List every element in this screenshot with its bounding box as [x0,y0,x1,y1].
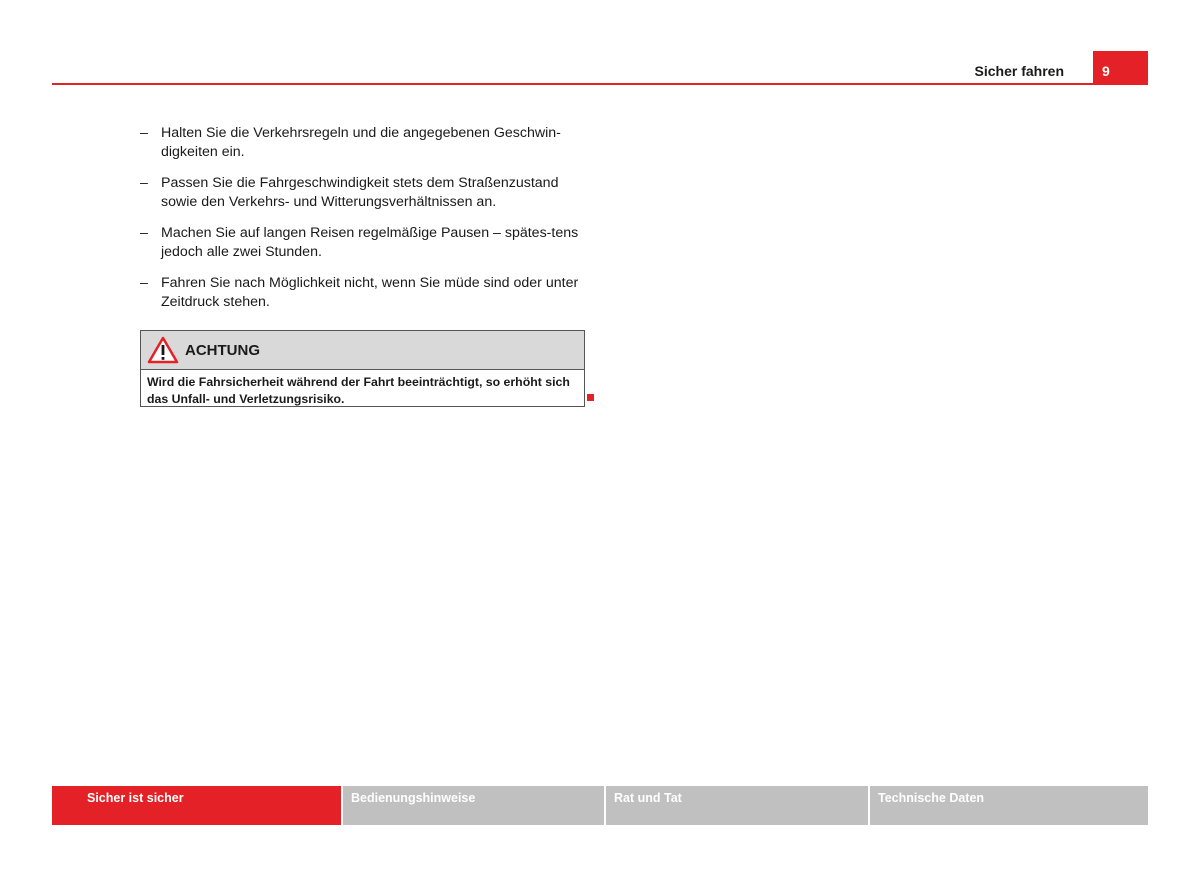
footer-navigation [52,786,1148,825]
bullet-dash: – [140,125,148,141]
nav-tab-rat-und-tat[interactable]: Rat und Tat [606,786,868,825]
list-item-text: Halten Sie die Verkehrsregeln und die angegebenen Geschwin-digkeiten ein. [161,125,561,160]
bullet-list [140,124,585,324]
list-item [140,224,585,262]
bullet-dash: – [140,175,148,191]
list-item [140,124,585,162]
list-item-text: Passen Sie die Fahrgeschwindigkeit stets dem Straßenzustand sowie den Verkehrs- und Witterungsverhältnissen an. [161,175,559,210]
warning-header [141,331,584,370]
warning-text: Wird die Fahrsicherheit während der Fahrt beeinträchtigt, so erhöht sich das Unfall- und Verletzungsrisiko. [147,375,570,406]
list-item-text: Fahren Sie nach Möglichkeit nicht, wenn Sie müde sind oder unter Zeitdruck stehen. [161,275,579,310]
section-title: Sicher fahren [974,63,1064,79]
nav-tab-bedienungshinweise[interactable]: Bedienungshinweise [343,786,604,825]
nav-tab-technische-daten[interactable]: Technische Daten [870,786,1148,825]
nav-tab-sicher-ist-sicher[interactable]: Sicher ist sicher [52,786,341,825]
section-end-marker [587,394,594,401]
bullet-dash: – [140,275,148,291]
bullet-dash: – [140,225,148,241]
warning-triangle-icon [147,336,179,364]
header-rule [52,83,1093,85]
list-item [140,174,585,212]
warning-title: ACHTUNG [185,341,260,359]
list-item-text: Machen Sie auf langen Reisen regelmäßige Pausen – spätes-tens jedoch alle zwei Stunden. [161,225,579,260]
page-number: 9 [1093,51,1148,85]
list-item [140,274,585,312]
warning-box [140,330,585,407]
